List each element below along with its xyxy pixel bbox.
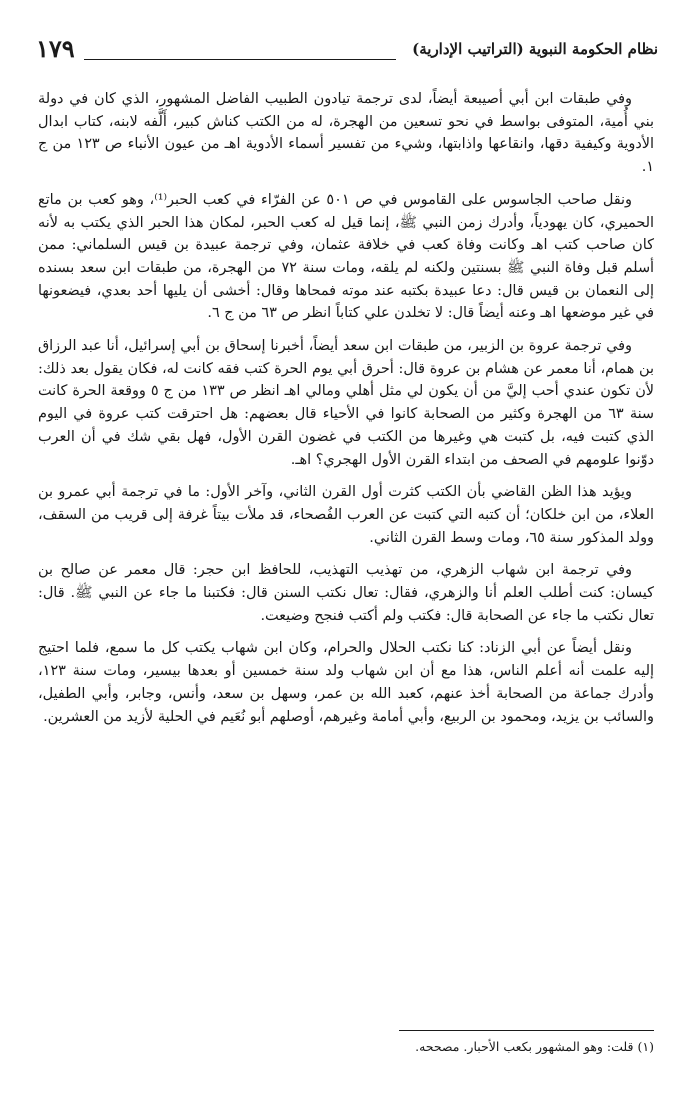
running-title: نظام الحكومة النبوية (التراتيب الإدارية) xyxy=(412,40,658,58)
paragraph: ونقل أيضاً عن أبي الزناد: كنا نكتب الحلال والحرام، وكان ابن شهاب يكتب كل ما سمع، فلما احتيج إليه علمت أنه أعلم الناس، هذا مع أن ابن شهاب ولد سنة خمسين أو بعدها بيسير، ومات سنة ١٢٣، وأدرك جماعة من الصحابة أخذ عنهم، كعبد الله بن عمر، وسهل بن سعد، وأنس، وجابر، وأبي الطفيل، والسائب بن يزيد، ومحمود بن الربيع، وأبي أمامة وغيرهم، أوصلهم أبو نُعَيم في الحلية لأزيد من العشرين. xyxy=(38,640,654,725)
body-text xyxy=(38,88,654,738)
header-rule xyxy=(84,59,396,60)
footnote: (١) قلت: وهو المشهور بكعب الأحبار. مصححه. xyxy=(415,1039,654,1054)
paragraph: ويؤيد هذا الظن القاضي بأن الكتب كثرت أول القرن الثاني، وآخر الأول: ما في ترجمة أبي عمرو بن العلاء، من ابن خلكان؛ أن كتبه التي كتبت عن العرب الفُصحاء، قد ملأت بيتاً غرفة إلى قريب من السقف، وولد المذكور سنة ٦٥، ومات وسط القرن الثاني. xyxy=(38,484,654,546)
page-number: ١٧٩ xyxy=(36,34,75,63)
paragraph: ونقل صاحب الجاسوس على القاموس في ص ٥٠١ عن الفرّاء في كعب الحبر⁽¹⁾، وهو كعب بن ماتع الحميري، كان يهودياً، وأدرك زمن النبي ﷺ، إنما قيل له كعب الحبر، لمكان هذا الحبر الذي يكتب به لأنه كان صاحب كتب اهـ وكانت وفاة كعب في خلافة عثمان، وفي ترجمة عبيدة بن قيس السلماني: ممن أسلم قبل وفاة النبي ﷺ بسنتين ولكنه لم يلقه، ومات سنة ٧٢ من الهجرة، من طبقات ابن سعد بسنده إلى النعمان بن قيس قال: دعا عبيدة بكتبه عند موته فمحاها وقال: أخشى أن يليها أحد بعدي، فيضعونها في غير موضعها اهـ وعنه أيضاً قال: لا تخلدن علي كتاباً انظر ص ٦٣ من ج ٦. xyxy=(38,191,654,322)
paragraph: وفي ترجمة ابن شهاب الزهري، من تهذيب التهذيب، للحافظ ابن حجر: قال معمر عن صالح بن كيسان: كنت أطلب العلم أنا والزهري، فقال: تعال نكتب السنن قال: فكتبنا ما جاء عن النبي ﷺ. قال: تعال نكتب ما جاء عن الصحابة قال: فكتب ولم أكتب فنجح وضيعت. xyxy=(38,562,654,624)
footnote-rule xyxy=(399,1030,654,1031)
paragraph: وفي طبقات ابن أبي أصيبعة أيضاً، لدى ترجمة تيادون الطبيب الفاضل المشهور، الذي كان في دولة بني أُمية، المتوفى بواسط في نحو تسعين من الهجرة، له من الكتب كناش كبير، أَلَّفه لابنه، كتاب ابدال الأدوية وكيفية دقها، وانقاعها واذابتها، وشيء من تفسير أسماء الأدوية اهـ من عيون الأنباء ص ١٢٣ من ج ١. xyxy=(38,91,654,176)
page-header xyxy=(36,34,658,74)
paragraph: وفي ترجمة عروة بن الزبير، من طبقات ابن سعد أيضاً، أخبرنا إسحاق بن أبي إسرائيل، أنا عبد الرزاق بن همام، أنا معمر عن هشام بن عروة قال: أحرق أبي يوم الحرة كتب فقه كانت له، فكان يقول بعد ذلك: لأن تكون عندي أحب إليَّ من أن يكون لي مثل أهلي ومالي اهـ انظر ص ١٣٣ من ج ٥ ووقعة الحرة كانت سنة ٦٣ من الهجرة وكثير من الصحابة كانوا في الأحياء قال بعضهم: هل احترقت كتب عروة في اليوم الذي كتبت فيه، بل كتبت هي وغيرها من الكتب في غضون القرن الأول، فهل بقي شك في أن العرب دوّنوا علومهم في الصحف من ابتداء القرن الأول الهجري؟ اهـ. xyxy=(38,338,654,468)
